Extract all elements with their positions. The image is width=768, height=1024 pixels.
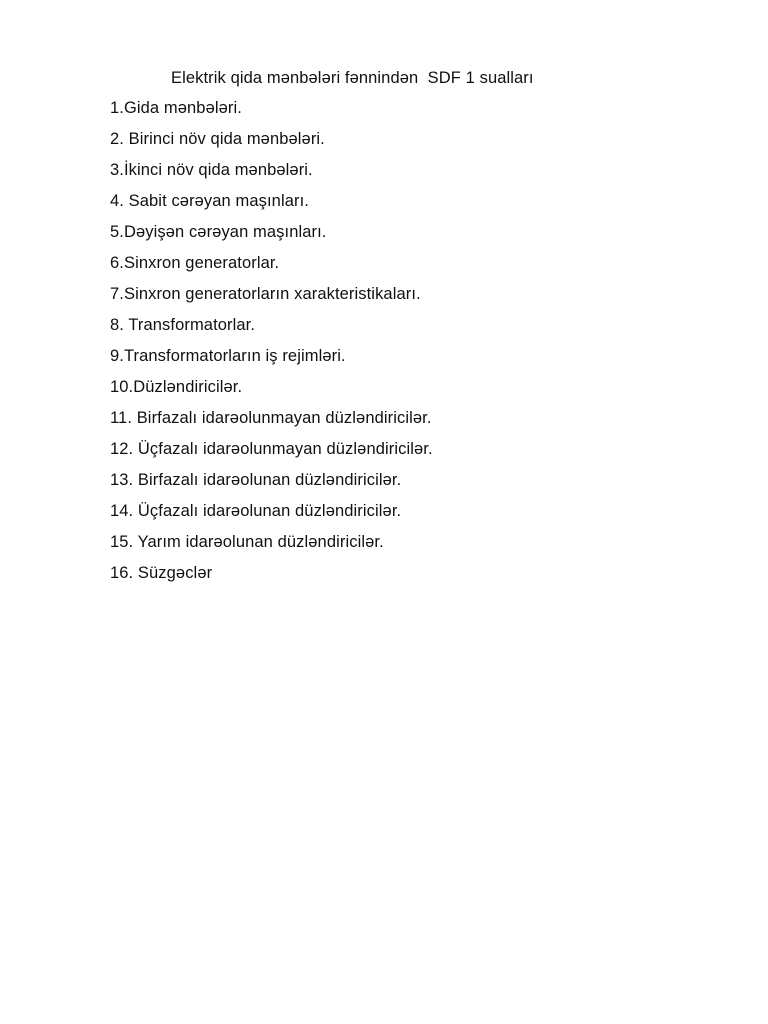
question-item: 7.Sinxron generatorların xarakteristikaları. — [110, 285, 421, 303]
question-item: 4. Sabit cərəyan maşınları. — [110, 192, 309, 210]
question-item: 14. Üçfazalı idarəolunan düzləndiricilər. — [110, 502, 402, 520]
question-item: 8. Transformatorlar. — [110, 316, 256, 334]
question-item: 16. Süzgəclər — [110, 564, 213, 582]
question-item: 15. Yarım idarəolunan düzləndiricilər. — [110, 533, 384, 551]
question-item: 11. Birfazalı idarəolunmayan düzləndiricilər. — [110, 409, 432, 427]
question-item: 2. Birinci növ qida mənbələri. — [110, 130, 325, 148]
question-item: 12. Üçfazalı idarəolunmayan düzləndiricilər. — [110, 440, 433, 458]
document-title: Elektrik qida mənbələri fənnindən SDF 1 sualları — [171, 69, 534, 87]
question-item: 9.Transformatorların iş rejimləri. — [110, 347, 346, 365]
question-item: 1.Gida mənbələri. — [110, 99, 242, 117]
question-item: 6.Sinxron generatorlar. — [110, 254, 280, 272]
question-item: 10.Düzləndiricilər. — [110, 378, 243, 396]
question-item: 5.Dəyişən cərəyan maşınları. — [110, 223, 327, 241]
question-list — [110, 97, 433, 593]
question-item: 3.İkinci növ qida mənbələri. — [110, 161, 313, 179]
question-item: 13. Birfazalı idarəolunan düzləndiricilər. — [110, 471, 402, 489]
